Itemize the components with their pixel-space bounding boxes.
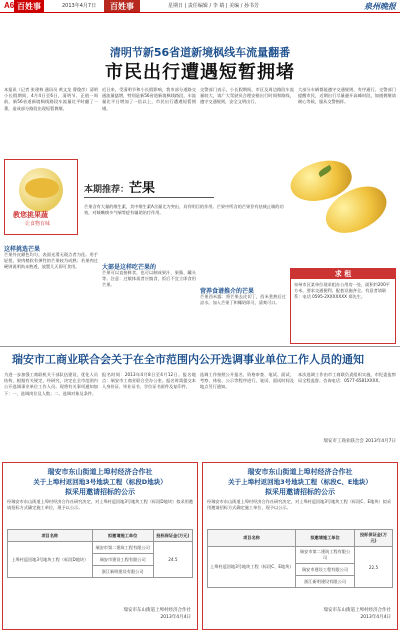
editor-credits: 星期日 | 责任编辑 / 李 婧 | 美编 / 孙书芳: [168, 3, 260, 9]
table-header-cell: 拟邀请施工单位: [92, 530, 153, 542]
tender-title: 关于上埠村返回地3号地块工程（标段C、E地块）: [228, 478, 372, 486]
table-cell-bidder: 瑞安市第二建筑工程有限公司: [296, 547, 355, 564]
tender-table: [7, 529, 193, 578]
table-cell-deposit: 24.5: [153, 542, 192, 578]
table-header-cell: 项目名称: [8, 530, 93, 542]
notice-title: 瑞安市工商业联合会关于在全市范围内公开选调事业单位工作人员的通知: [12, 353, 364, 366]
tender-sign-org: 瑞安市东山街道上埠村经济合作社: [323, 608, 391, 613]
header-rule: [0, 12, 400, 13]
tender-description: 经瑞安市东山街道上埠村经济合作社研究决定，对上埠村返回地3号地块工程（标段D地块）拟采用邀请招标方式确定施工单位，现予以公示。: [7, 499, 193, 511]
tender-subtitle: 拟采用邀请招标的公示: [265, 488, 335, 496]
section-text-select: 芒果外皮颜色均匀，表面光滑无斑点者为佳。用手轻捏，果肉稍软有弹性的芒果较为成熟；若果肉过硬则说明尚未熟透，放置几天即可食用。: [4, 252, 98, 270]
table-cell-bidder: 瑞安市建设工程有限公司: [92, 554, 153, 566]
table-cell-project: 上埠村返回地3号地块工程（标段C、E地块）: [208, 547, 296, 588]
seek-rent-text: 泉州市区某单位现求租办公用房一处，面积约200平方米，要求交通便利，配套设施齐全。有意者请联系：电话 0595-2XXXXXXX 郑先生。: [294, 282, 390, 299]
article-column-3: 交警部门表示，小长假期间，市区及周边路段车流量较大，请广大驾驶员合理安排出行时间和路线，遵守交通规则，安全文明出行。: [200, 87, 294, 105]
article-column-4: 大部分车辆都能遵守交通规则，有序通行。交警部门提醒市民，近期出行尽量避开高峰时段，如遇拥堵请耐心等候，服从交警指挥。: [298, 87, 396, 105]
tender-signature: [124, 607, 192, 621]
fruit-icon: [25, 178, 59, 198]
article-column-2: 近日来，受清明节和小长假影响，我市部分道路交通流量猛增，特别是新56省道新境枫线路段，车流量比平日增加了一倍以上，市民出行遭遇短暂拥堵。: [102, 87, 196, 111]
table-cell-bidder: 瑞安市第二建筑工程有限公司: [92, 542, 153, 554]
headline-main: 市民出行遭遇短暂拥堵: [105, 62, 295, 83]
tender-org: 瑞安市东山街道上埠村经济合作社: [247, 468, 353, 476]
tender-notice-right: [202, 462, 398, 630]
tender-subtitle: 拟采用邀请招标的公示: [65, 488, 135, 496]
article-column-1: 本报讯（记者 张建林 通讯员 黄文龙 曹俊彦）清明小长假期间，4月4日至6日，清明节、正值一周前，新56省道新境枫线路段车流量比平时翻了一番，造成部分路段出现短暂拥堵。: [4, 87, 98, 111]
tender-notice-left: [2, 462, 198, 630]
page-number: A6: [4, 1, 15, 10]
section-heading-recipe: 营养食谱推介的芒果: [200, 288, 255, 295]
table-header-cell: 投标保证金(万元): [153, 530, 192, 542]
table-row: [8, 542, 193, 554]
recommend-name: 芒果: [129, 181, 156, 196]
table-cell-deposit: 22.5: [355, 547, 393, 588]
section-heading-eat: 大部是这样吃芒果的: [102, 264, 157, 271]
tender-sign-org: 瑞安市东山街道上埠村经济合作社: [123, 608, 191, 613]
tender-sign-date: 2013年4月4日: [360, 615, 391, 620]
recommend-divider: [84, 197, 214, 198]
feature-intro: 芒果含有大量的维生素，其中维生素A含量尤为突出，具有明目的作用。芒果中所含的芒果苷有祛痰止咳的功效，对咳嗽痰多气喘等症有辅助治疗作用。: [84, 204, 284, 216]
section-heading-select: 这样挑选芒果: [4, 246, 41, 253]
tender-table: [207, 529, 393, 588]
table-cell-bidder: 瑞安市建设工程有限公司: [296, 564, 355, 576]
seek-rent-ad: [290, 268, 396, 344]
notice-column-4: 本次选调工作由市工商联负责组织实施，市纪委监察局全程监督。咨询电话：0577-6581XXXX。: [298, 372, 396, 384]
table-header-row: [208, 530, 393, 547]
section-text-recipe: 芒果西米露：将芒果去皮切丁，西米煮熟后过凉水，加入芒果丁和椰奶即可，清爽可口。: [200, 294, 286, 306]
mango-photo: [280, 154, 396, 244]
recommend-heading: [84, 177, 155, 196]
tender-description: 经瑞安市东山街道上埠村经济合作社研究决定，对上埠村返回地3号地块工程（标段C、E地块）拟采用邀请招标方式确定施工单位，现予以公示。: [207, 499, 392, 511]
notice-signature: 瑞安市工商业联合会 2013年4月7日: [323, 439, 396, 444]
notice-column-1: 为进一步加强工商联机关干部队伍建设，优化人员结构，根据有关规定，经研究，决定在全市范围内公开选调事业单位工作人员。现将有关事项通知如下：一、选调岗位及人数；二、选调对象及条件。: [4, 372, 98, 396]
tender-signature: [324, 607, 392, 621]
table-cell-bidder: 浙江新明建设有限公司: [296, 576, 355, 588]
notice-column-3: 选调工作按照公开报名、资格审查、笔试、面试、考察、体检、公示等程序进行。笔试、面试时间及地点另行通知。: [200, 372, 294, 390]
table-cell-project: 上埠村返回地3号地块工程（标段D地块）: [8, 542, 93, 578]
table-cell-bidder: 浙江新明建设有限公司: [92, 566, 153, 578]
feature-badge-card: [4, 159, 78, 235]
section-text-eat: 芒果可以直接鲜食，也可以制成果汁、果酱、罐头等。注意：过敏体质者应慎食，饭后不宜立即食用芒果。: [102, 270, 196, 288]
seek-rent-tag: 求 租: [291, 269, 395, 279]
brand-banner: 百姓事: [104, 0, 140, 13]
tender-sign-date: 2013年4月4日: [160, 615, 191, 620]
table-row: [208, 547, 393, 564]
table-header-row: [8, 530, 193, 542]
feature-badge-title: 教您挑果蔬: [13, 211, 48, 219]
headline-kicker: 清明节新56省道新境枫线车流量翻番: [109, 46, 291, 59]
recommend-prefix: 本期推荐：: [84, 185, 130, 195]
tender-org: 瑞安市东山街道上埠村经济合作社: [47, 468, 153, 476]
tender-title: 关于上埠村返回地3号地块工程（标段D地块）: [33, 478, 167, 486]
table-header-cell: 拟邀请施工单位: [296, 530, 355, 547]
section-tag: 百姓事: [14, 0, 44, 13]
notice-column-2: 报名时间：2013年4月8日至4月12日。报名地点：瑞安市工商业联合会办公室。报名时需提交本人身份证、毕业证书、学位证书原件及复印件。: [102, 372, 196, 390]
table-header-cell: 投标保证金(万元): [355, 530, 393, 547]
masthead: [0, 0, 400, 12]
feature-badge-subtitle: 让食物有味: [25, 221, 51, 227]
issue-date: 2013年4月7日: [62, 3, 97, 9]
notice-header: [0, 346, 400, 366]
table-header-cell: 项目名称: [208, 530, 296, 547]
newspaper-logo: 泉州晚报: [364, 1, 396, 11]
